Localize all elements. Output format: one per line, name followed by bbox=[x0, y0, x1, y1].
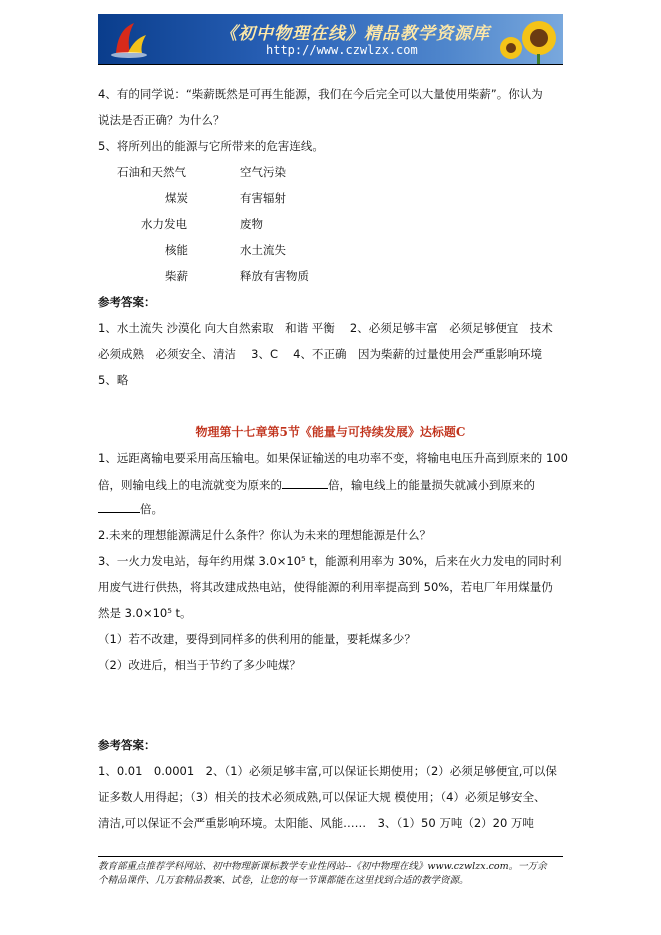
question-c2: 2.未来的理想能源满足什么条件？你认为未来的理想能源是什么？ bbox=[98, 528, 431, 542]
page-footer bbox=[98, 860, 568, 888]
match-right-item: 废物 bbox=[240, 217, 263, 231]
match-right-item: 水土流失 bbox=[240, 243, 286, 257]
match-left-item: 煤炭 bbox=[165, 191, 188, 205]
answer-line: 5、略 bbox=[98, 373, 129, 387]
question-c1-line2 bbox=[98, 476, 535, 493]
question-c1-text-c: 倍。 bbox=[140, 502, 163, 516]
match-left-item: 柴薪 bbox=[165, 269, 188, 283]
question-c3-sub1: （1）若不改建，要得到同样多的供利用的能量，要耗煤多少？ bbox=[98, 632, 416, 646]
question-4-continued: 说法是否正确？为什么？ bbox=[98, 113, 225, 127]
question-c3-line2: 用废气进行供热，将其改建成热电站，使得能源的利用率提高到 50%，若电厂年用煤量仍 bbox=[98, 580, 553, 594]
footer-line: 个精品课件、几万套精品教案、试卷，让您的每一节课都能在这里找到合适的教学资源。 bbox=[98, 875, 469, 886]
answer-blank[interactable] bbox=[282, 476, 328, 489]
header-banner bbox=[98, 14, 563, 64]
question-c3-line3: 然是 3.0×10⁵ t。 bbox=[98, 606, 192, 620]
question-c3-sub2: （2）改进后，相当于节约了多少吨煤？ bbox=[98, 658, 301, 672]
answer-line: 证多数人用得起；（3）相关的技术必须成熟,可以保证大规 模使用；（4）必须足够安全、 bbox=[98, 790, 546, 804]
match-left-item: 水力发电 bbox=[141, 217, 187, 231]
reference-answer-label: 参考答案： bbox=[98, 738, 156, 752]
question-c3: 3、一火力发电站，每年约用煤 3.0×10⁵ t，能源利用率为 30%，后来在火力发电的同时利 bbox=[98, 554, 562, 568]
answer-blank[interactable] bbox=[98, 500, 140, 513]
question-4: 4、有的同学说：“柴薪既然是可再生能源，我们在今后完全可以大量使用柴薪”。你认为 bbox=[98, 87, 543, 101]
match-right-item: 释放有害物质 bbox=[240, 269, 309, 283]
question-c1-text-b: 倍，输电线上的能量损失就减小到原来的 bbox=[328, 478, 535, 492]
reference-answer-label: 参考答案： bbox=[98, 295, 156, 309]
banner-url: http://www.czwlzx.com bbox=[266, 43, 418, 57]
question-c1: 1、远距离输电要采用高压输电。如果保证输送的电功率不变，将输电电压升高到原来的 100 bbox=[98, 451, 568, 465]
site-logo-icon bbox=[108, 19, 150, 59]
answer-line: 1、水土流失 沙漠化 向大自然索取 和谐 平衡 2、必须足够丰富 必须足够便宜 技术 bbox=[98, 321, 553, 335]
answer-line: 清洁,可以保证不会严重影响环境。太阳能、风能…… 3、（1）50 万吨（2）20 万吨 bbox=[98, 816, 534, 830]
sunflower-icon bbox=[489, 16, 557, 64]
section-title: 物理第十七章第5节《能量与可持续发展》达标题C bbox=[195, 425, 466, 439]
question-c1-text-a: 倍，则输电线上的电流就变为原来的 bbox=[98, 478, 282, 492]
footer-divider bbox=[98, 856, 563, 857]
match-left-item: 石油和天然气 bbox=[117, 165, 186, 179]
match-right-item: 有害辐射 bbox=[240, 191, 286, 205]
question-5: 5、将所列出的能源与它所带来的危害连线。 bbox=[98, 139, 324, 153]
question-c1-line3 bbox=[98, 500, 163, 517]
answer-line: 1、0.01 0.0001 2、（1）必须足够丰富,可以保证长期使用；（2）必须足够便宜,可以保 bbox=[98, 764, 557, 778]
answer-line: 必须成熟 必须安全、清洁 3、C 4、不正确 因为柴薪的过量使用会严重影响环境 bbox=[98, 347, 542, 361]
banner-title: 《初中物理在线》精品教学资源库 bbox=[220, 24, 490, 44]
match-left-item: 核能 bbox=[165, 243, 188, 257]
match-right-item: 空气污染 bbox=[240, 165, 286, 179]
footer-line: 教育部重点推荐学科网站、初中物理新课标教学专业性网站--《初中物理在线》www.czwlzx.com。一万余 bbox=[98, 861, 547, 872]
header-divider bbox=[98, 64, 563, 65]
